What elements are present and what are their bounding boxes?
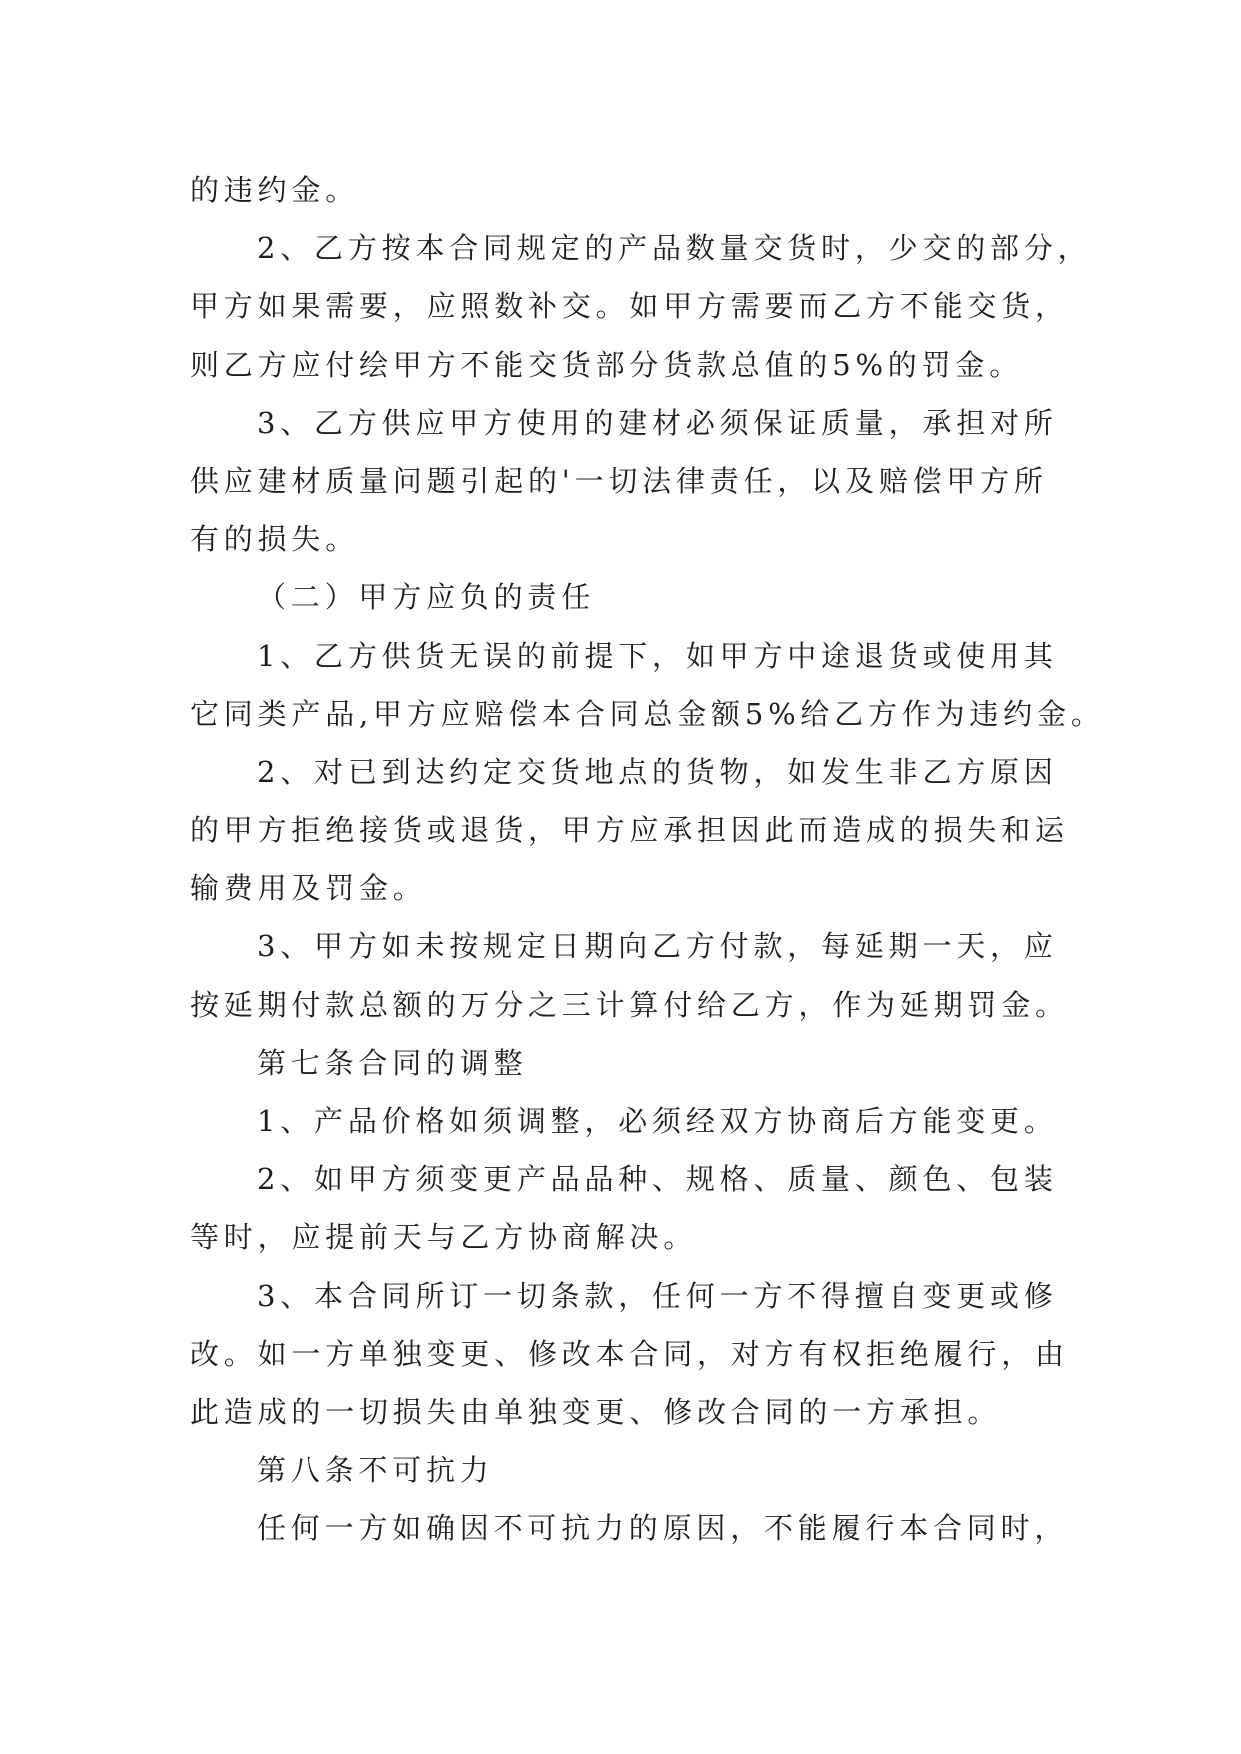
section-heading	[190, 568, 1190, 626]
clause-paragraph	[190, 627, 1190, 743]
clause-paragraph	[190, 219, 1190, 394]
clause-paragraph	[190, 1150, 1190, 1266]
text-line: 2、如甲方须变更产品品种、规格、质量、颜色、包装	[257, 1162, 1058, 1197]
text-line: 3、乙方供应甲方使用的建材必须保证质量，承担对所	[257, 405, 1058, 440]
text-line: 任何一方如确因不可抗力的原因，不能履行本合同时，	[257, 1511, 1069, 1546]
text-line: 等时，应提前天与乙方协商解决。	[190, 1220, 698, 1255]
text-line: 改。如一方单独变更、修改本合同，对方有权拒绝履行，由	[190, 1336, 1069, 1371]
clause-paragraph	[190, 394, 1190, 569]
text-line: 的违约金。	[190, 173, 360, 207]
text-line: 它同类产品,甲方应赔偿本合同总金额5%给乙方作为违约金。	[190, 696, 1105, 731]
clause-paragraph	[190, 1499, 1190, 1557]
clause-paragraph	[190, 743, 1190, 918]
text-line: 2、对已到达约定交货地点的货物，如发生非乙方原因	[257, 754, 1058, 789]
text-line: 此造成的一切损失由单独变更、修改合同的一方承担。	[190, 1394, 1002, 1429]
text-line: 有的损失。	[190, 522, 360, 557]
text-line: 则乙方应付绘甲方不能交货部分货款总值的5%的罚金。	[190, 347, 1024, 382]
text-line: 1、产品价格如须调整，必须经双方协商后方能变更。	[257, 1104, 1058, 1138]
heading-text: （二）甲方应负的责任	[257, 580, 596, 615]
document-body	[190, 161, 1190, 1558]
text-line: 3、甲方如未按规定日期向乙方付款，每延期一天，应	[257, 929, 1058, 964]
heading-text: 第八条不可抗力	[257, 1453, 494, 1488]
text-line: 的甲方拒绝接货或退货，甲方应承担因此而造成的损失和运	[190, 813, 1069, 848]
text-line: 按延期付款总额的万分之三计算付给乙方，作为延期罚金。	[190, 987, 1069, 1022]
continued-clause-text	[190, 161, 1190, 219]
clause-paragraph	[190, 1092, 1190, 1150]
text-line: 甲方如果需要，应照数补交。如甲方需要而乙方不能交货，	[190, 289, 1069, 324]
text-line: 3、本合同所订一切条款，任何一方不得擅自变更或修	[257, 1278, 1058, 1313]
text-line: 供应建材质量问题引起的'一切法律责任，以及赔偿甲方所	[190, 463, 1048, 498]
article-heading	[190, 1441, 1190, 1499]
text-line: 2、乙方按本合同规定的产品数量交货时，少交的部分，	[257, 231, 1092, 266]
clause-paragraph	[190, 917, 1190, 1033]
text-line: 1、乙方供货无误的前提下，如甲方中途退货或使用其	[257, 638, 1058, 673]
clause-paragraph	[190, 1267, 1190, 1442]
text-line: 输费用及罚金。	[190, 871, 427, 906]
article-heading	[190, 1034, 1190, 1092]
heading-text: 第七条合同的调整	[257, 1045, 528, 1080]
